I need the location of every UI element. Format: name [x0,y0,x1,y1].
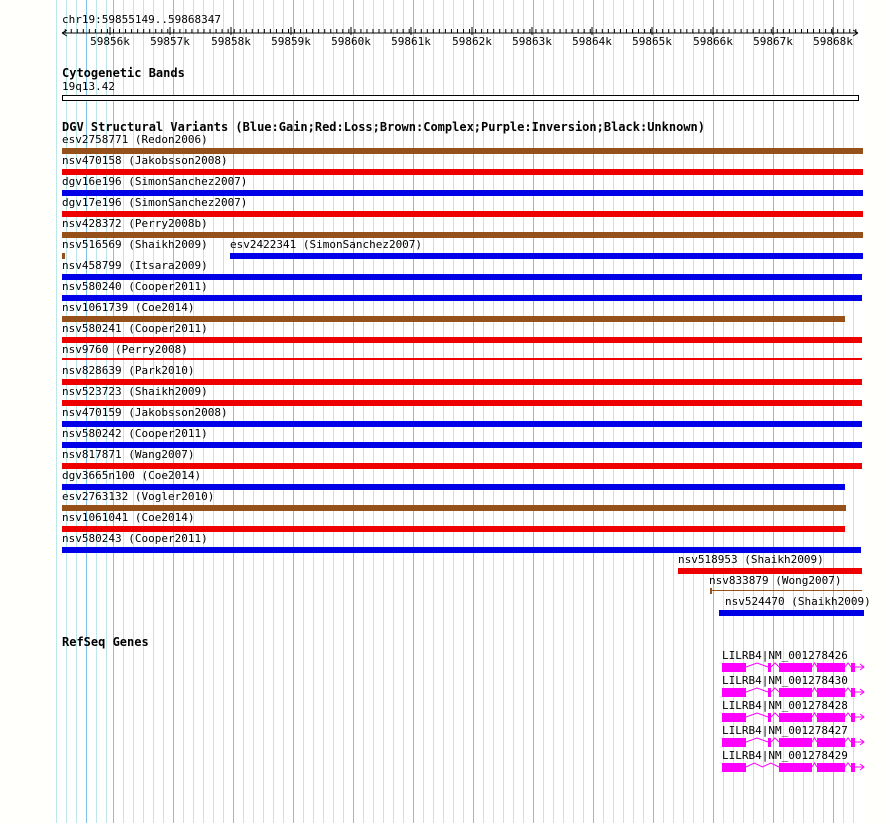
intron-line [746,738,768,742]
variant-bar[interactable] [230,253,863,259]
variant-label: esv2763132 (Vogler2010) [62,490,215,503]
exon-box [779,738,812,747]
exon-box [851,713,855,722]
ruler-tick-label: 59857k [150,35,190,48]
strand-arrow-icon [855,739,864,745]
exon-box [722,738,746,747]
variant-label: dgv3665n100 (Coe2014) [62,469,202,482]
gene-model[interactable] [722,762,868,774]
variant-label: nsv9760 (Perry2008) [62,343,188,356]
variant-label: nsv580243 (Cooper2011) [62,532,208,545]
ruler-tick-label: 59864k [572,35,612,48]
gene-label: LILRB4|NM_001278427 [722,724,848,737]
region-location-label: chr19:59855149..59868347 [62,13,221,26]
exon-box [779,688,812,697]
strand-arrow-icon [855,689,864,695]
variant-label: nsv458799 (Itsara2009) [62,259,208,272]
exon-box [817,763,845,772]
exon-box [851,738,855,747]
exon-box [722,763,746,772]
intron-line [845,763,851,767]
ruler-tick-label: 59868k [813,35,853,48]
variant-label: nsv470158 (Jakobsson2008) [62,154,228,167]
intron-line [812,738,817,742]
variant-label: nsv580242 (Cooper2011) [62,427,208,440]
intron-line [746,688,768,692]
gene-label: LILRB4|NM_001278426 [722,649,848,662]
cytogenetic-band-bar[interactable] [62,95,859,101]
exon-box [768,688,771,697]
gene-model[interactable] [722,712,868,724]
variant-label: nsv523723 (Shaikh2009) [62,385,208,398]
exon-box [779,713,812,722]
strand-arrow-icon [855,764,864,770]
exon-box [851,663,855,672]
ruler-tick-label: 59860k [331,35,371,48]
ruler-tick-label: 59856k [90,35,130,48]
variant-label: nsv580240 (Cooper2011) [62,280,208,293]
variant-bar-endpoint[interactable] [710,588,712,594]
intron-line [845,738,851,742]
intron-line [771,688,779,692]
exon-box [768,713,771,722]
ruler-tick-label: 59858k [211,35,251,48]
intron-line [771,738,779,742]
gene-model[interactable] [722,662,868,674]
cytogenetic-section-title: Cytogenetic Bands [62,66,185,80]
exon-box [817,688,845,697]
exon-box [851,763,855,772]
intron-line [746,713,768,717]
intron-line [845,713,851,717]
gene-model[interactable] [722,687,868,699]
exon-box [768,738,771,747]
exon-box [817,738,845,747]
cytogenetic-band-label: 19q13.42 [62,80,115,93]
exon-box [779,763,812,772]
variant-label: nsv428372 (Perry2008b) [62,217,208,230]
intron-line [746,763,779,767]
variant-label: nsv1061739 (Coe2014) [62,301,195,314]
intron-line [812,663,817,667]
variant-label: nsv524470 (Shaikh2009) [725,595,871,608]
gene-model[interactable] [722,737,868,749]
strand-arrow-icon [855,714,864,720]
ruler-tick-label: 59863k [512,35,552,48]
strand-arrow-icon [855,664,864,670]
variant-bar[interactable] [719,610,864,616]
exon-box [817,663,845,672]
ruler-tick-label: 59859k [271,35,311,48]
variant-label: dgv16e196 (SimonSanchez2007) [62,175,248,188]
exon-box [722,713,746,722]
ruler-tick-label: 59865k [632,35,672,48]
variant-label: dgv17e196 (SimonSanchez2007) [62,196,248,209]
ruler-tick-label: 59867k [753,35,793,48]
variant-label: esv2758771 (Redon2006) [62,133,208,146]
gene-label: LILRB4|NM_001278428 [722,699,848,712]
variant-label: nsv817871 (Wang2007) [62,448,195,461]
variant-label: nsv516569 (Shaikh2009) [62,238,208,251]
variant-label: nsv833879 (Wong2007) [709,574,842,587]
gene-label: LILRB4|NM_001278429 [722,749,848,762]
exon-box [851,688,855,697]
intron-line [812,763,817,767]
intron-line [845,663,851,667]
exon-box [722,688,746,697]
gene-label: LILRB4|NM_001278430 [722,674,848,687]
intron-line [812,688,817,692]
intron-line [845,688,851,692]
variant-bar[interactable] [710,590,862,591]
exon-box [779,663,812,672]
intron-line [771,663,779,667]
variant-label: nsv518953 (Shaikh2009) [678,553,824,566]
exon-box [768,663,771,672]
ruler-tick-label: 59861k [391,35,431,48]
variant-bar[interactable] [62,358,862,360]
variant-label: esv2422341 (SimonSanchez2007) [230,238,423,251]
intron-line [771,713,779,717]
ruler-tick-label: 59862k [452,35,492,48]
refseq-section-title: RefSeq Genes [62,635,149,649]
variant-label: nsv470159 (Jakobsson2008) [62,406,228,419]
variant-label: nsv828639 (Park2010) [62,364,195,377]
exon-box [722,663,746,672]
variant-label: nsv1061041 (Coe2014) [62,511,195,524]
intron-line [812,713,817,717]
variant-label: nsv580241 (Cooper2011) [62,322,208,335]
dgv-section-title: DGV Structural Variants (Blue:Gain;Red:Loss;Brown:Complex;Purple:Inversion;Black:Unknown) [62,120,705,134]
ruler-tick-label: 59866k [693,35,733,48]
intron-line [746,663,768,667]
exon-box [817,713,845,722]
